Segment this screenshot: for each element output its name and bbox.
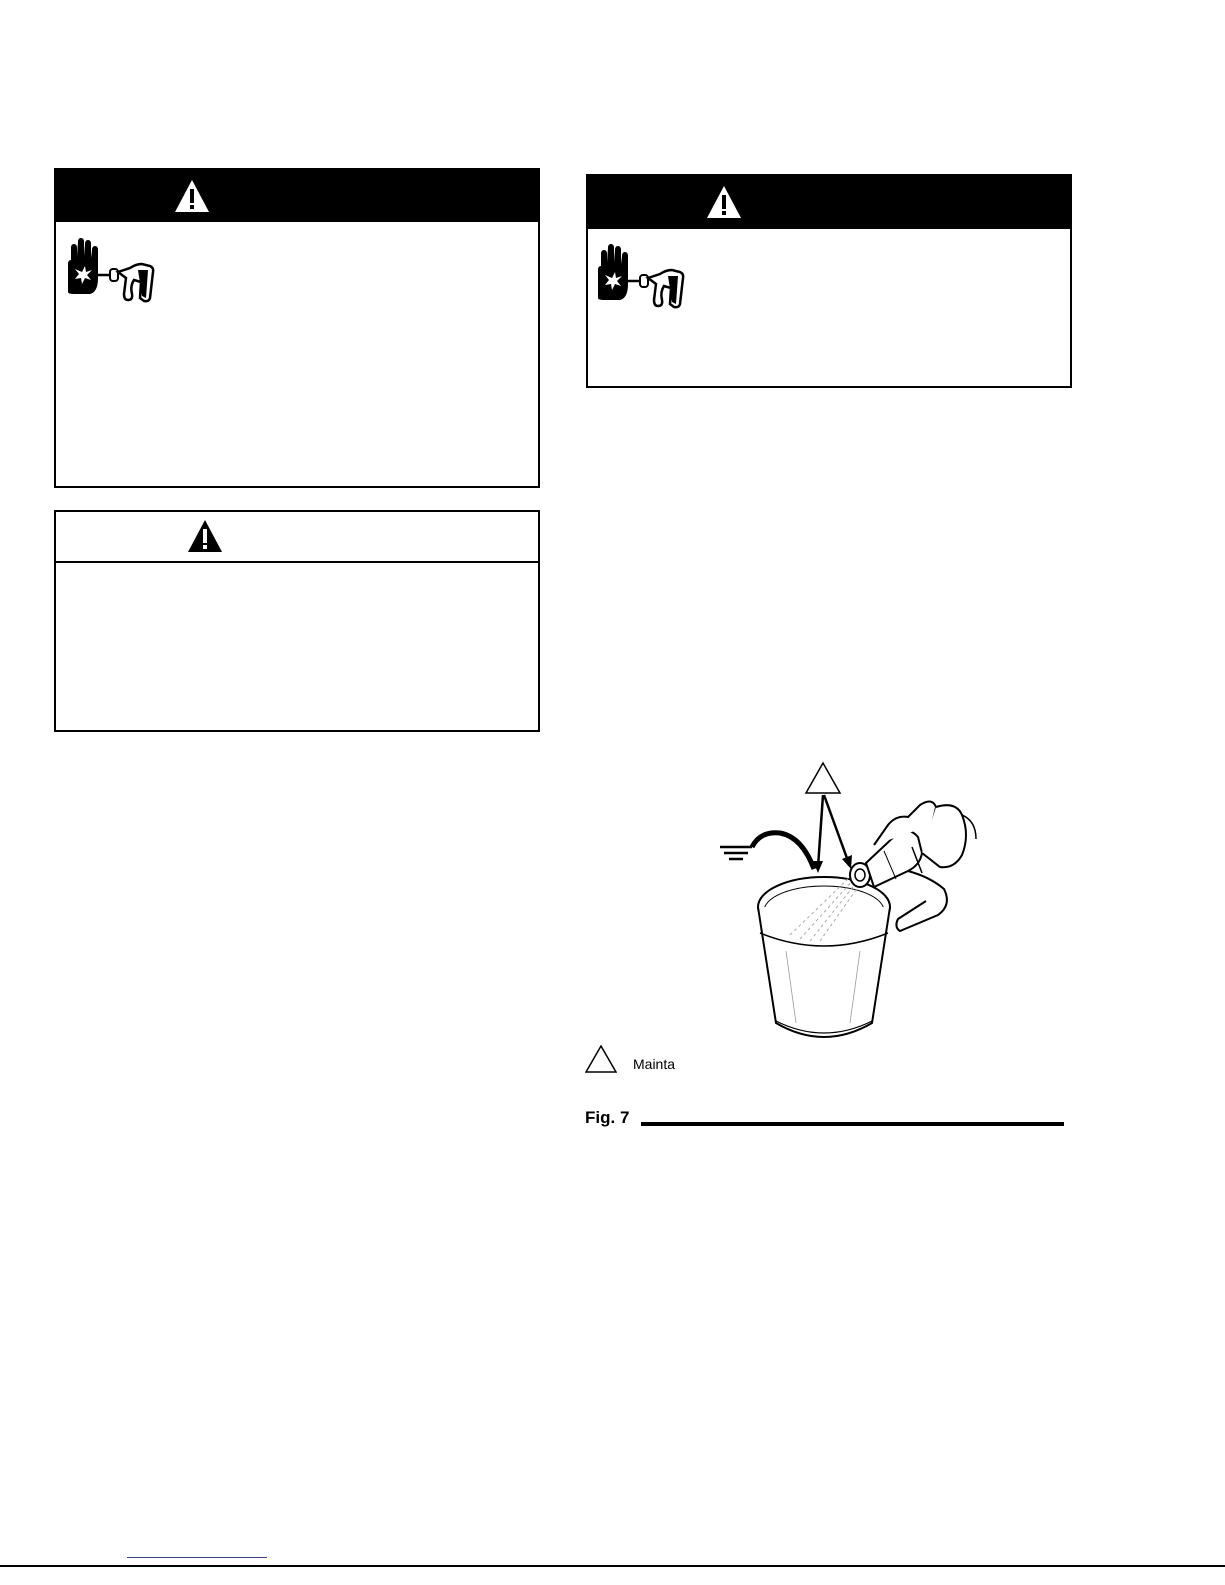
warning-header [56,170,538,222]
metal-pail [758,875,890,1037]
figure-label: Fig. 7 [585,1108,630,1127]
figure-rule [641,1122,1064,1126]
caution-box-left [54,510,540,732]
warning-triangle-icon [705,184,743,220]
warning-box-left [54,168,540,488]
warning-triangle-icon [173,178,211,214]
injection-hazard-icon [594,244,686,312]
ground-icon [720,833,814,869]
callout-triangle-icon [806,763,840,793]
injection-hazard-icon [64,238,156,306]
footer-link-underline[interactable] [127,1557,267,1558]
caution-triangle-icon [186,518,224,554]
note-triangle-icon [585,1045,617,1073]
warning-box-right [586,174,1072,388]
caution-header [56,512,538,563]
warning-header [588,176,1070,229]
figure-note-text: Mainta [633,1056,676,1072]
footer-rule [0,1565,1225,1567]
spray-gun-pail-illustration [700,755,1000,1055]
